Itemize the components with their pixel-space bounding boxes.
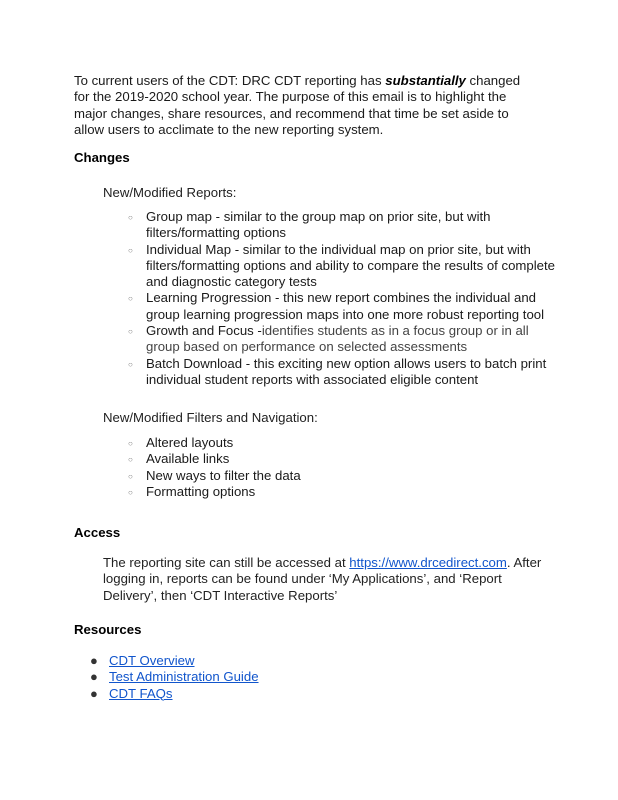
- report-description: this exciting new option allows users to batch print individual student reports with associated eligible content: [146, 355, 547, 387]
- resources-heading: Resources: [74, 622, 142, 637]
- filled-disc-bullet-icon: ●: [90, 669, 98, 685]
- list-item: [0, 669, 259, 685]
- list-item: [0, 290, 560, 323]
- report-description: similar to the individual map on prior site, but with filters/formatting options and ability to compare the results of complete and diagnostic category tests: [146, 241, 556, 290]
- filter-item-text: Available links: [146, 451, 230, 467]
- list-item: [0, 435, 560, 451]
- hollow-circle-bullet-icon: ○: [128, 471, 133, 481]
- resources-list: [0, 653, 259, 702]
- intro-text-start: To current users of the CDT: DRC CDT reporting has: [74, 73, 386, 88]
- hollow-circle-bullet-icon: ○: [128, 327, 133, 337]
- filter-item-text: Formatting options: [146, 483, 256, 499]
- intro-text-end: changed for the 2019-2020 school year. The purpose of this email is to highlight the major changes, share resources, and recommend that time be set aside to allow users to acclimate to the new reporting system.: [74, 73, 521, 137]
- list-item: [0, 242, 560, 291]
- cdt-faqs-link[interactable]: CDT FAQs: [109, 685, 173, 701]
- filters-list: [0, 435, 560, 500]
- test-administration-guide-link[interactable]: Test Administration Guide: [109, 669, 259, 685]
- hollow-circle-bullet-icon: ○: [128, 487, 133, 497]
- filter-item-text: Altered layouts: [146, 435, 234, 450]
- report-title: Group map -: [146, 209, 224, 224]
- list-item: [0, 468, 560, 484]
- hollow-circle-bullet-icon: ○: [128, 455, 133, 465]
- drcedirect-link[interactable]: https://www.drcedirect.com: [349, 555, 507, 570]
- access-paragraph: [103, 555, 548, 604]
- filled-disc-bullet-icon: ●: [90, 653, 98, 668]
- list-item: [0, 653, 259, 669]
- access-heading: Access: [74, 525, 121, 540]
- report-description: this new report combines the individual and group learning progression maps into one more robust reporting tool: [146, 290, 545, 322]
- cdt-overview-link[interactable]: CDT Overview: [109, 653, 195, 668]
- report-title: Learning Progression -: [146, 290, 284, 306]
- filters-subheading: New/Modified Filters and Navigation:: [103, 410, 318, 425]
- hollow-circle-bullet-icon: ○: [128, 294, 133, 304]
- intro-paragraph: [74, 73, 536, 138]
- access-text-start: The reporting site can still be accessed at: [103, 555, 350, 570]
- report-title: Individual Map -: [146, 241, 243, 257]
- list-item: [0, 209, 560, 242]
- report-title: Growth and Focus -: [146, 323, 262, 339]
- hollow-circle-bullet-icon: ○: [128, 439, 133, 448]
- report-description: similar to the group map on prior site, but with filters/formatting options: [146, 209, 491, 241]
- list-item: [0, 356, 560, 389]
- report-title: Batch Download -: [146, 355, 254, 371]
- list-item: [0, 484, 560, 500]
- list-item: [0, 323, 560, 356]
- hollow-circle-bullet-icon: ○: [128, 245, 133, 255]
- hollow-circle-bullet-icon: ○: [128, 213, 133, 222]
- changes-heading: Changes: [74, 150, 130, 165]
- access-text-end: . After logging in, reports can be found under ‘My Applications’, and ‘Report Delivery’, then ‘CDT Interactive Reports’: [103, 555, 542, 603]
- reports-list: [0, 209, 560, 388]
- hollow-circle-bullet-icon: ○: [128, 359, 133, 369]
- filled-disc-bullet-icon: ●: [90, 685, 98, 701]
- list-item: [0, 686, 259, 702]
- list-item: [0, 451, 560, 467]
- report-description: identifies students as in a focus group or in all group based on performance on selected assessments: [146, 323, 529, 355]
- reports-subheading: New/Modified Reports:: [103, 185, 237, 200]
- intro-emphasis: substantially: [385, 73, 466, 88]
- filter-item-text: New ways to filter the data: [146, 467, 301, 483]
